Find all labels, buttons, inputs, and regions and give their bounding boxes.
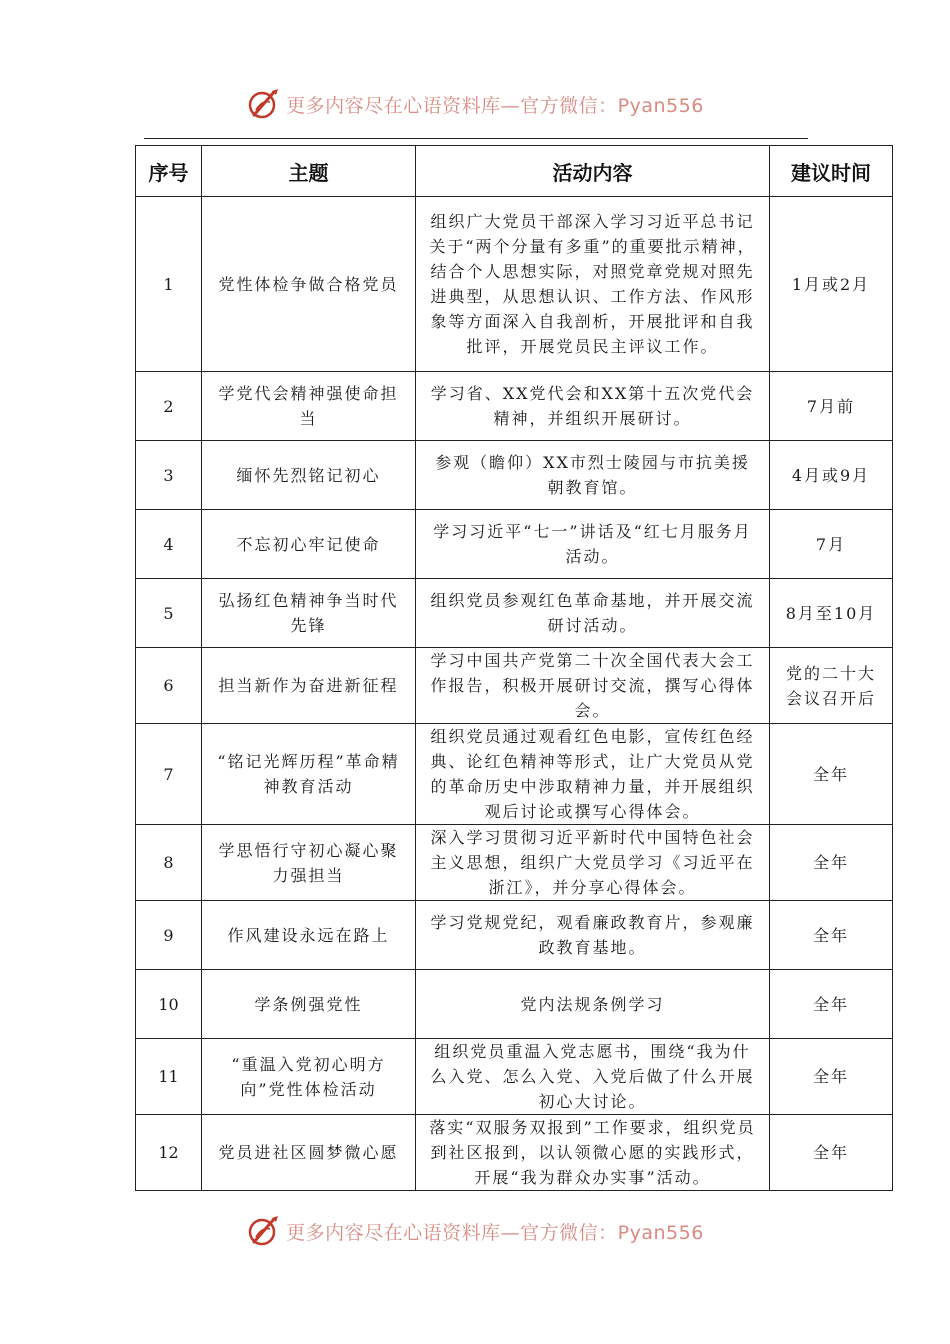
- header-rule: [144, 138, 808, 139]
- row-content: 学习省、XX党代会和XX第十五次党代会精神，并组织开展研讨。: [416, 372, 770, 441]
- row-time: 全年: [770, 724, 893, 825]
- row-content: 参观（瞻仰）XX市烈士陵园与市抗美援朝教育馆。: [416, 441, 770, 510]
- header-banner: [0, 84, 950, 124]
- row-time: 1月或2月: [770, 197, 893, 372]
- row-time: 全年: [770, 1039, 893, 1115]
- row-topic: 弘扬红色精神争当时代先锋: [202, 579, 416, 648]
- table-row: [136, 197, 893, 372]
- row-index: 3: [136, 441, 202, 510]
- banner-handle: Pyan556: [617, 1221, 704, 1244]
- row-topic: 学条例强党性: [202, 970, 416, 1039]
- row-time: 全年: [770, 970, 893, 1039]
- row-topic: “重温入党初心明方向”党性体检活动: [202, 1039, 416, 1115]
- row-topic: 学思悟行守初心凝心聚力强担当: [202, 825, 416, 901]
- row-index: 10: [136, 970, 202, 1039]
- row-time: 4月或9月: [770, 441, 893, 510]
- row-content: 组织党员参观红色革命基地，并开展交流研讨活动。: [416, 579, 770, 648]
- row-topic: “铭记光辉历程”革命精神教育活动: [202, 724, 416, 825]
- row-time: 7月: [770, 510, 893, 579]
- row-topic: 党性体检争做合格党员: [202, 197, 416, 372]
- header-topic: 主题: [202, 146, 416, 197]
- row-time: 全年: [770, 825, 893, 901]
- table-row: [136, 510, 893, 579]
- banner-handle: Pyan556: [617, 94, 704, 117]
- row-index: 4: [136, 510, 202, 579]
- row-time: 全年: [770, 1115, 893, 1191]
- row-index: 2: [136, 372, 202, 441]
- row-index: 5: [136, 579, 202, 648]
- banner-text: 更多内容尽在心语资料库—官方微信：Pyan556: [286, 1221, 704, 1244]
- row-index: 11: [136, 1039, 202, 1115]
- pen-logo-icon: [246, 1213, 282, 1249]
- row-content: 组织广大党员干部深入学习习近平总书记关于“两个分量有多重”的重要批示精神，结合个人思想实际，对照党章党规对照先进典型，从思想认识、工作方法、作风形象等方面深入自我剖析，开展批评和自我批评，开展党员民主评议工作。: [416, 197, 770, 372]
- table-row: [136, 579, 893, 648]
- header-content: 活动内容: [416, 146, 770, 197]
- header-time: 建议时间: [770, 146, 893, 197]
- row-topic: 学党代会精神强使命担当: [202, 372, 416, 441]
- banner-text: 更多内容尽在心语资料库—官方微信：Pyan556: [286, 94, 704, 117]
- row-content: 学习习近平“七一”讲话及“红七月服务月活动。: [416, 510, 770, 579]
- row-topic: 担当新作为奋进新征程: [202, 648, 416, 724]
- table-row: [136, 1039, 893, 1115]
- row-index: 9: [136, 901, 202, 970]
- activity-plan-table: [135, 145, 893, 1191]
- row-content: 组织党员通过观看红色电影，宣传红色经典、论红色精神等形式，让广大党员从党的革命历史中涉取精神力量，并开展组织观后讨论或撰写心得体会。: [416, 724, 770, 825]
- table-row: [136, 825, 893, 901]
- row-content: 落实“双服务双报到”工作要求，组织党员到社区报到，以认领微心愿的实践形式，开展“我为群众办实事”活动。: [416, 1115, 770, 1191]
- table-row: [136, 970, 893, 1039]
- header-index: 序号: [136, 146, 202, 197]
- row-index: 7: [136, 724, 202, 825]
- row-topic: 缅怀先烈铭记初心: [202, 441, 416, 510]
- table-row: [136, 724, 893, 825]
- row-time: 7月前: [770, 372, 893, 441]
- table-row: [136, 1115, 893, 1191]
- row-time: 8月至10月: [770, 579, 893, 648]
- table-row: [136, 901, 893, 970]
- row-index: 12: [136, 1115, 202, 1191]
- row-topic: 作风建设永远在路上: [202, 901, 416, 970]
- row-content: 学习中国共产党第二十次全国代表大会工作报告，积极开展研讨交流，撰写心得体会。: [416, 648, 770, 724]
- row-topic: 党员进社区圆梦微心愿: [202, 1115, 416, 1191]
- row-content: 党内法规条例学习: [416, 970, 770, 1039]
- table-row: [136, 648, 893, 724]
- row-topic: 不忘初心牢记使命: [202, 510, 416, 579]
- pen-logo-icon: [246, 86, 282, 122]
- row-index: 6: [136, 648, 202, 724]
- row-index: 1: [136, 197, 202, 372]
- table-row: [136, 441, 893, 510]
- row-time: 全年: [770, 901, 893, 970]
- row-content: 组织党员重温入党志愿书，围绕“我为什么入党、怎么入党、入党后做了什么开展初心大讨论。: [416, 1039, 770, 1115]
- footer-banner: [0, 1211, 950, 1251]
- row-index: 8: [136, 825, 202, 901]
- row-time: 党的二十大会议召开后: [770, 648, 893, 724]
- row-content: 深入学习贯彻习近平新时代中国特色社会主义思想，组织广大党员学习《习近平在浙江》，并分享心得体会。: [416, 825, 770, 901]
- table-row: [136, 372, 893, 441]
- table-header-row: [136, 146, 893, 197]
- row-content: 学习党规党纪，观看廉政教育片，参观廉政教育基地。: [416, 901, 770, 970]
